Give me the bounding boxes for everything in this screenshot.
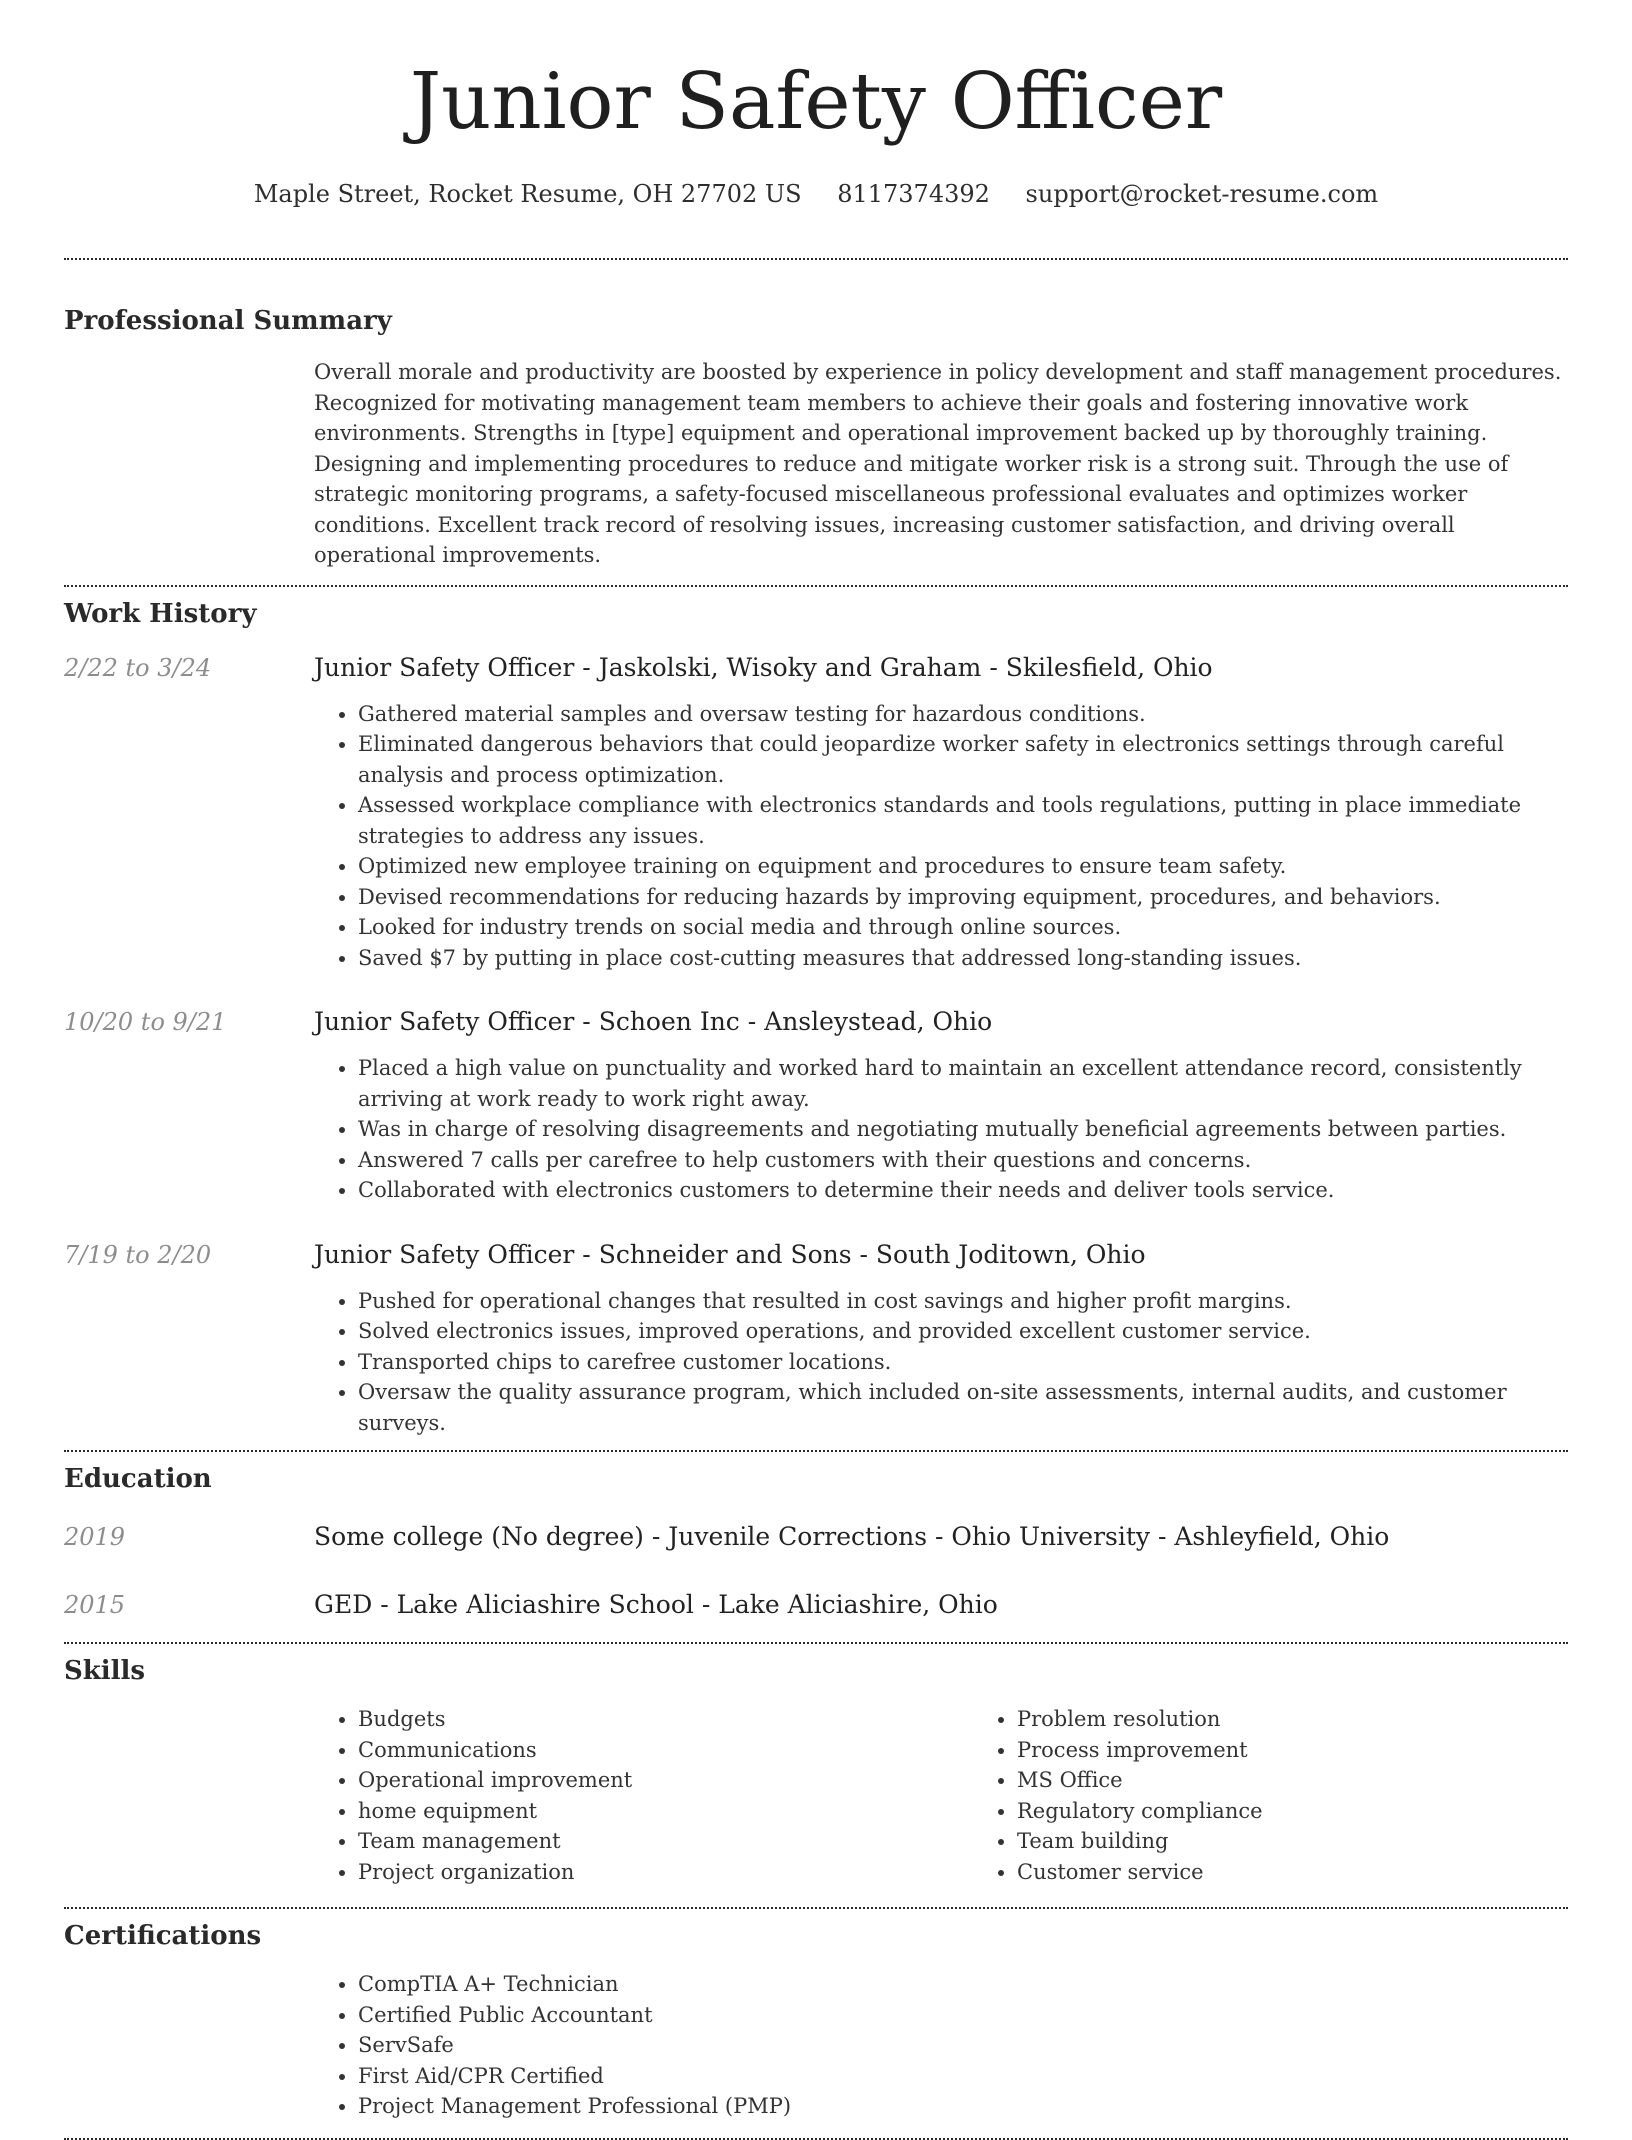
certification-item: • CompTIA A+ Technician — [358, 1969, 1568, 2000]
certification-item: • Certified Public Accountant — [358, 2000, 1568, 2031]
job-entry — [64, 651, 1568, 974]
skill-item: • Project organization — [358, 1857, 973, 1888]
skill-item: • Communications — [358, 1735, 973, 1766]
job-duty: • Devised recommendations for reducing hazards by improving equipment, procedures, and behaviors. — [358, 882, 1568, 913]
summary-heading: Professional Summary — [64, 306, 392, 336]
certifications-heading: Certifications — [64, 1921, 262, 1951]
education-heading: Education — [64, 1464, 212, 1494]
certification-item: • Project Management Professional (PMP) — [358, 2091, 1568, 2122]
education-details: GED - Lake Aliciashire School - Lake Aliciashire, Ohio — [314, 1590, 998, 1619]
contact-phone: 8117374392 — [837, 180, 990, 208]
skill-item: • Budgets — [358, 1704, 973, 1735]
job-dates: 10/20 to 9/21 — [64, 1008, 227, 1036]
job-duties — [314, 1286, 1568, 1439]
section-divider — [64, 1907, 1568, 1909]
skill-item: • Team management — [358, 1826, 973, 1857]
skill-item: • Customer service — [1017, 1857, 1632, 1888]
skill-item: • Regulatory compliance — [1017, 1796, 1632, 1827]
job-heading: Junior Safety Officer - Schneider and Sons - South Joditown, Ohio — [314, 1239, 1146, 1269]
job-duty: • Assessed workplace compliance with electronics standards and tools regulations, putting in place immediate strategies to address any issues. — [358, 790, 1568, 851]
skill-item: • MS Office — [1017, 1765, 1632, 1796]
skill-item: • Team building — [1017, 1826, 1632, 1857]
job-duty: • Gathered material samples and oversaw testing for hazardous conditions. — [358, 699, 1568, 730]
certification-item: • ServSafe — [358, 2030, 1568, 2061]
job-heading: Junior Safety Officer - Jaskolski, Wisoky and Graham - Skilesfield, Ohio — [314, 652, 1213, 682]
education-entry — [64, 1588, 1568, 1622]
work-history-heading: Work History — [64, 598, 257, 629]
skills-heading: Skills — [64, 1656, 146, 1686]
job-duty: • Solved electronics issues, improved operations, and provided excellent customer service. — [358, 1316, 1568, 1347]
resume-name: Junior Safety Officer — [409, 57, 1223, 147]
job-duty: • Looked for industry trends on social media and through online sources. — [358, 912, 1568, 943]
contact-email: support@rocket-resume.com — [1025, 180, 1379, 208]
job-duty: • Answered 7 calls per carefree to help customers with their questions and concerns. — [358, 1145, 1568, 1176]
job-heading: Junior Safety Officer - Schoen Inc - Ansleystead, Ohio — [314, 1007, 993, 1036]
contact-line — [64, 178, 1568, 210]
job-duty: • Saved $7 by putting in place cost-cutting measures that addressed long-standing issues. — [358, 943, 1568, 974]
job-duty: • Pushed for operational changes that resulted in cost savings and higher profit margins. — [358, 1286, 1568, 1317]
skill-item: • Operational improvement — [358, 1765, 973, 1796]
job-duty: • Was in charge of resolving disagreements and negotiating mutually beneficial agreements between parties. — [358, 1114, 1568, 1145]
skill-item: • home equipment — [358, 1796, 973, 1827]
education-details: Some college (No degree) - Juvenile Corrections - Ohio University - Ashleyfield, Ohio — [314, 1522, 1390, 1551]
job-entry — [64, 1238, 1568, 1439]
job-duty: • Placed a high value on punctuality and worked hard to maintain an excellent attendance record, consistently arriving at work ready to work right away. — [358, 1053, 1568, 1114]
skills-list — [314, 1704, 1632, 1887]
job-duty: • Eliminated dangerous behaviors that could jeopardize worker safety in electronics settings through careful analysis and process optimization. — [358, 729, 1568, 790]
education-entry — [64, 1520, 1568, 1554]
job-duty: • Oversaw the quality assurance program, which included on-site assessments, internal audits, and customer surveys. — [358, 1377, 1568, 1438]
skill-item: • Problem resolution — [1017, 1704, 1632, 1735]
section-divider — [64, 258, 1568, 260]
job-duty: • Optimized new employee training on equipment and procedures to ensure team safety. — [358, 851, 1568, 882]
contact-address: Maple Street, Rocket Resume, OH 27702 US — [253, 180, 802, 208]
section-divider — [64, 2138, 1568, 2140]
certifications-list — [314, 1969, 1568, 2122]
job-duty: • Transported chips to carefree customer locations. — [358, 1347, 1568, 1378]
section-divider — [64, 1450, 1568, 1452]
skill-item: • Process improvement — [1017, 1735, 1632, 1766]
skills-column-right — [973, 1704, 1632, 1887]
job-entry — [64, 1005, 1568, 1206]
resume-page — [64, 0, 1568, 2140]
skills-column-left — [314, 1704, 973, 1887]
job-dates: 7/19 to 2/20 — [64, 1240, 212, 1269]
education-year: 2019 — [64, 1523, 126, 1551]
job-duties — [314, 699, 1568, 974]
job-duty: • Collaborated with electronics customers to determine their needs and deliver tools service. — [358, 1175, 1568, 1206]
section-divider — [64, 585, 1568, 587]
summary-text: Overall morale and productivity are boosted by experience in policy development and staff management procedures. Recognized for motivating management team members to achieve their goals and fostering innovative work environments. Strengths in [type] equipment and operational improvement backed up by thoroughly training. Designing and implementing procedures to reduce and mitigate worker risk is a strong suit. Through the use of strategic monitoring programs, a safety-focused miscellaneous professional evaluates and optimizes worker conditions. Excellent track record of resolving issues, increasing customer satisfaction, and driving overall operational improvements. — [314, 360, 1562, 567]
job-duties — [314, 1053, 1568, 1206]
education-year: 2015 — [64, 1591, 126, 1619]
section-divider — [64, 1642, 1568, 1644]
certification-item: • First Aid/CPR Certified — [358, 2061, 1568, 2092]
job-dates: 2/22 to 3/24 — [64, 653, 212, 682]
